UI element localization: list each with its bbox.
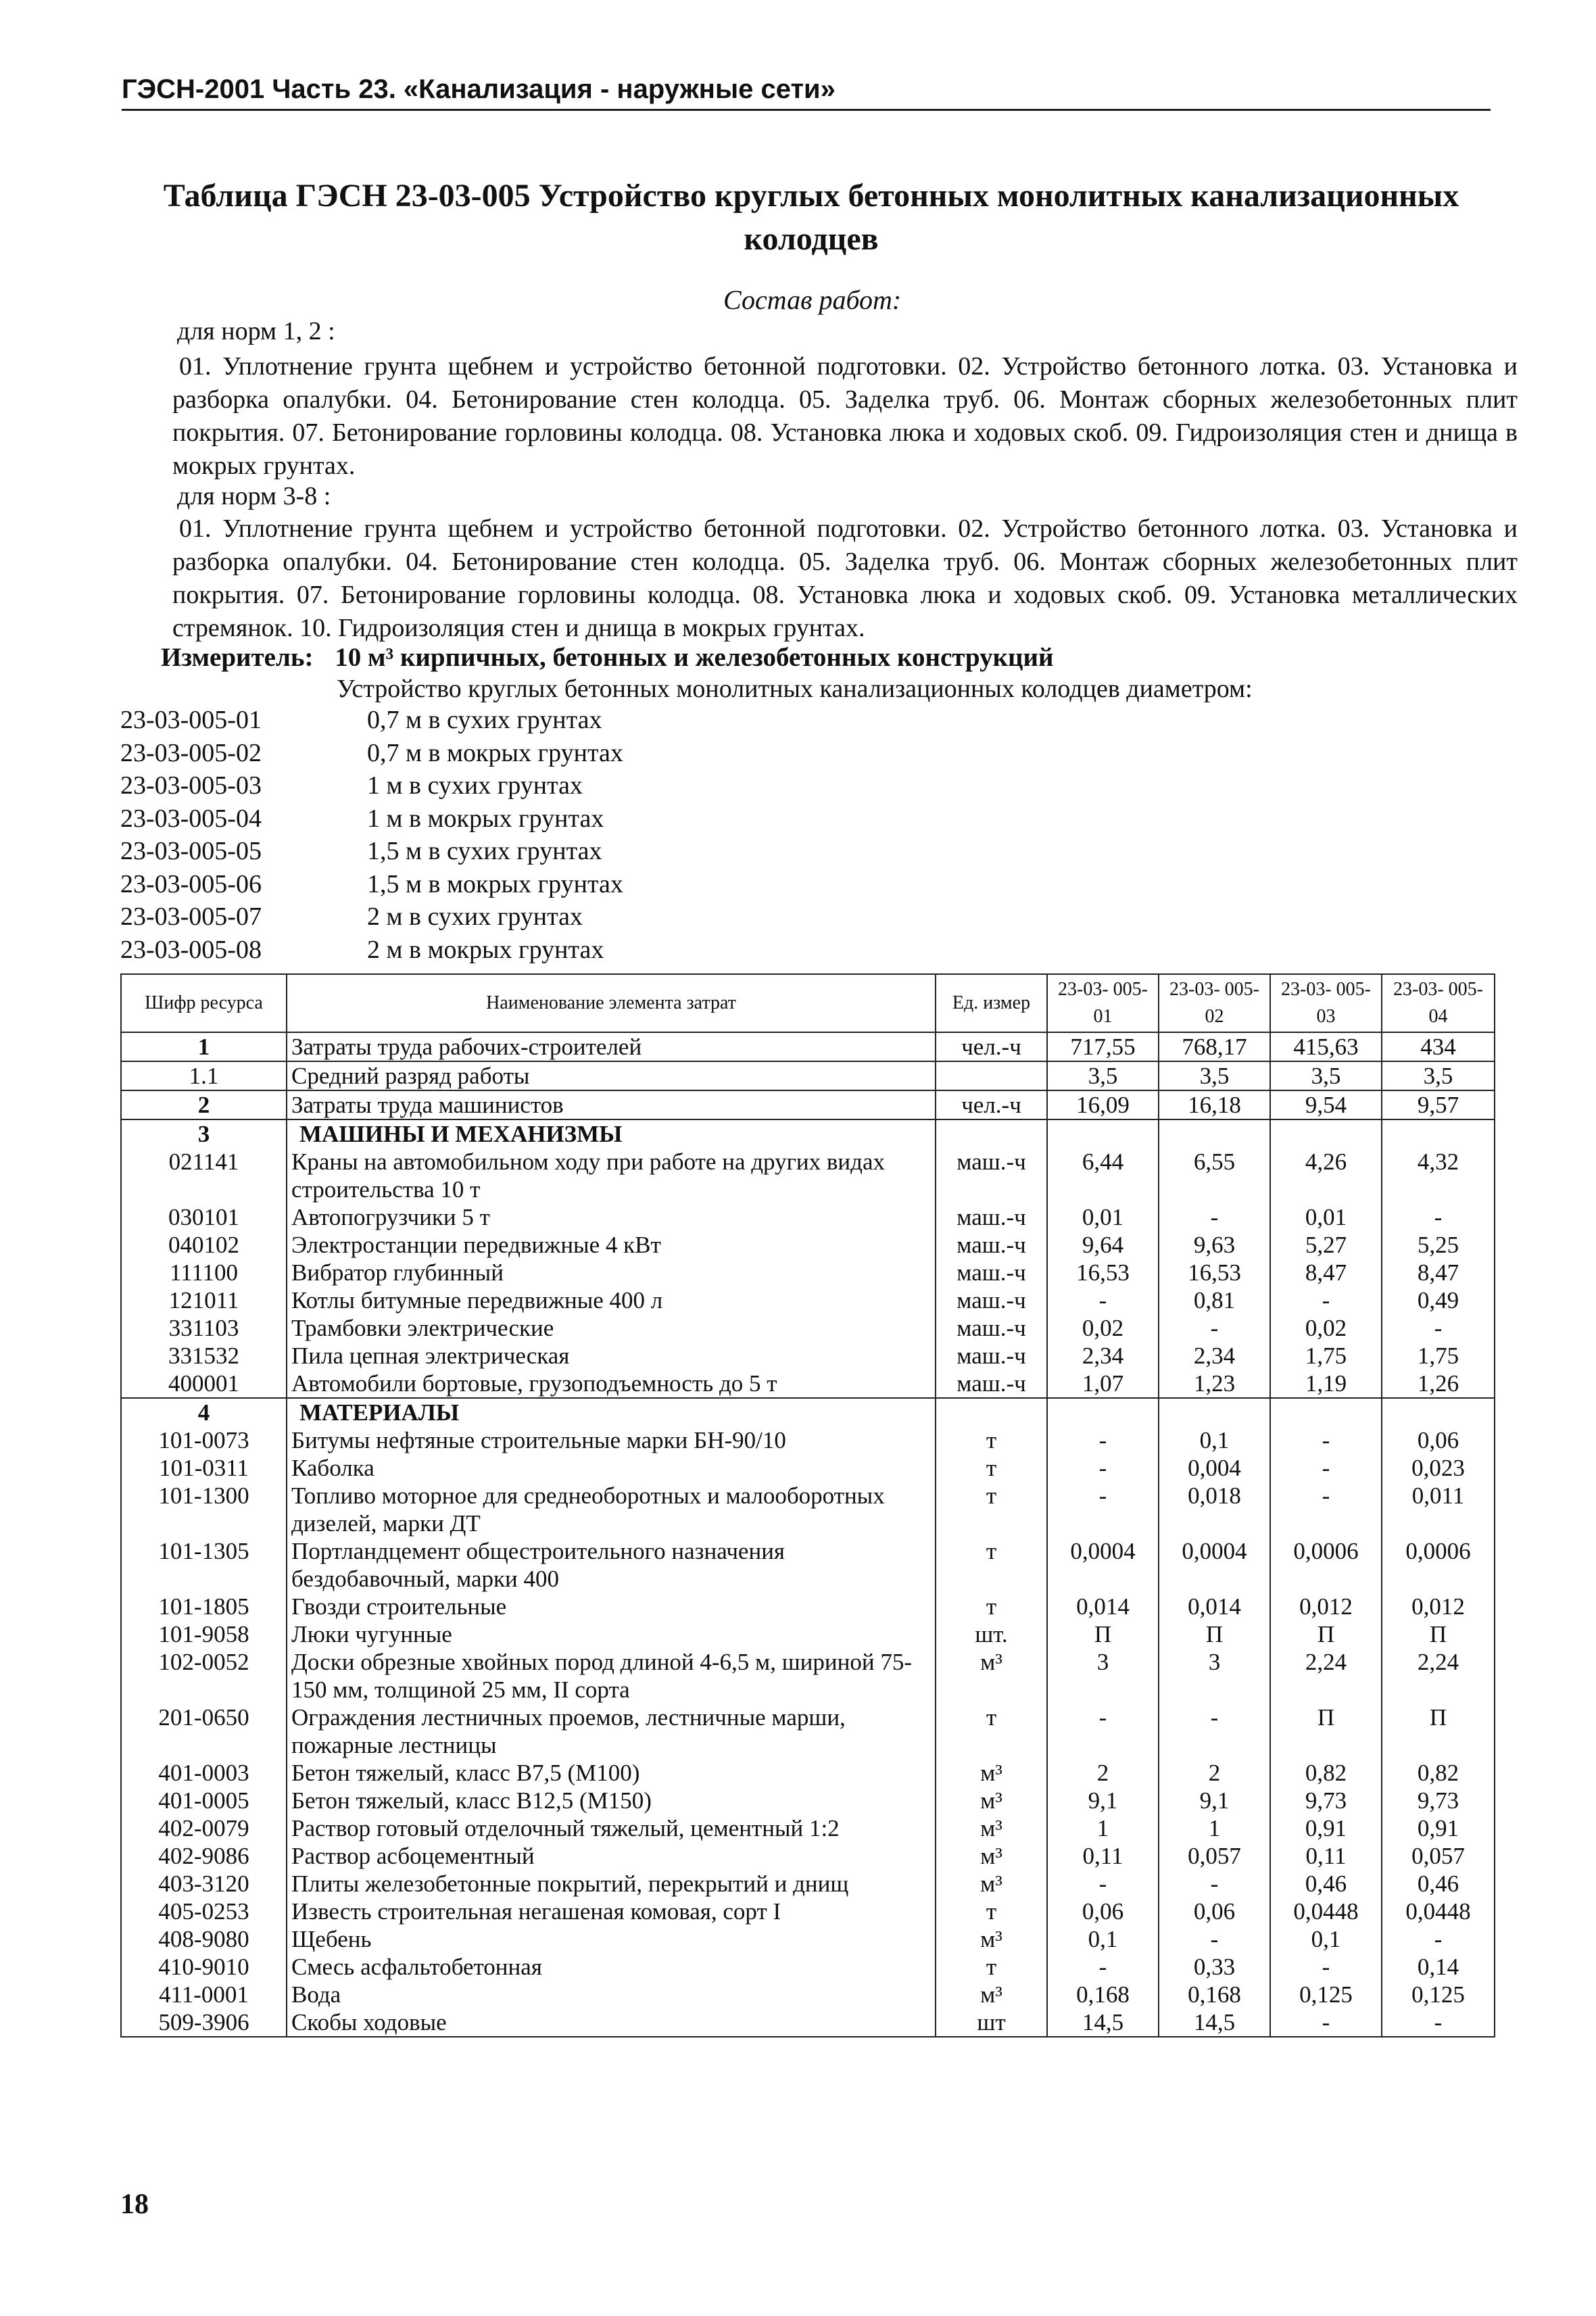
cell-value-2	[1159, 1398, 1270, 1426]
variant-code: 23-03-005-07	[120, 902, 262, 931]
cell-name: Люки чугунные	[287, 1620, 936, 1648]
cell-value-4: -	[1382, 1314, 1495, 1342]
cell-name: Пила цепная электрическая	[287, 1342, 936, 1370]
cell-unit: м³	[936, 1842, 1047, 1870]
group-label-1: для норм 1, 2 :	[177, 317, 335, 345]
cell-value-2: -	[1159, 1925, 1270, 1953]
cell-value-2: 16,18	[1159, 1090, 1270, 1119]
cell-code: 030101	[121, 1203, 287, 1231]
cell-unit: м³	[936, 1648, 1047, 1704]
cell-code: 201-0650	[121, 1704, 287, 1759]
cell-code: 102-0052	[121, 1648, 287, 1704]
cell-value-3: 0,0006	[1270, 1537, 1382, 1593]
cell-value-4: 0,46	[1382, 1870, 1495, 1898]
cell-value-1: 0,06	[1047, 1898, 1159, 1925]
cell-value-4: 2,24	[1382, 1648, 1495, 1704]
table-row	[121, 1061, 1495, 1090]
cell-name: МАШИНЫ И МЕХАНИЗМЫ	[287, 1119, 936, 1148]
measure-label: Измеритель:	[161, 643, 314, 672]
cell-value-1: -	[1047, 1426, 1159, 1454]
cell-value-3: 9,73	[1270, 1787, 1382, 1814]
cell-value-1: -	[1047, 1704, 1159, 1759]
table-row	[121, 1342, 1495, 1370]
cell-name: Вибратор глубинный	[287, 1259, 936, 1286]
cell-unit: т	[936, 1593, 1047, 1620]
cell-value-1: 3,5	[1047, 1061, 1159, 1090]
cell-value-3	[1270, 1398, 1382, 1426]
table-row	[121, 1537, 1495, 1593]
table-title-line2: колодцев	[744, 221, 879, 257]
cell-value-3: 8,47	[1270, 1259, 1382, 1286]
cell-code: 402-0079	[121, 1814, 287, 1842]
cell-value-3: 415,63	[1270, 1032, 1382, 1061]
cell-value-1	[1047, 1119, 1159, 1148]
cell-value-3: 4,26	[1270, 1148, 1382, 1203]
cell-name: Раствор асбоцементный	[287, 1842, 936, 1870]
group-text-2: 01. Уплотнение грунта щебнем и устройство бетонной подготовки. 02. Устройство бетонного лотка. 03. Установка и разборка опалубки. 04. Бетонирование стен колодца. 05. Заделка труб. 06. Монтаж сборных железобетонных плит покрытия. 07. Бетонирование горловины колодца. 08. Установка люка и ходовых скоб. 09. Установка металлических стремянок. 10. Гидроизоляция стен и днища в мокрых грунтах.	[172, 514, 1518, 642]
cell-value-2: 0,0004	[1159, 1537, 1270, 1593]
header-col-1: 23-03- 005-01	[1047, 974, 1159, 1032]
variants-subtitle: Устройство круглых бетонных монолитных канализационных колодцев диаметром:	[337, 675, 1253, 703]
cell-unit: маш.-ч	[936, 1342, 1047, 1370]
cell-value-2: -	[1159, 1203, 1270, 1231]
header-col-4: 23-03- 005-04	[1382, 974, 1495, 1032]
cell-value-1: П	[1047, 1620, 1159, 1648]
cell-unit: маш.-ч	[936, 1231, 1047, 1259]
cell-unit: т	[936, 1704, 1047, 1759]
cell-code: 101-0073	[121, 1426, 287, 1454]
header-col-2: 23-03- 005-02	[1159, 974, 1270, 1032]
cell-value-3: 0,82	[1270, 1759, 1382, 1787]
cell-value-1	[1047, 1398, 1159, 1426]
cell-value-1: 14,5	[1047, 2008, 1159, 2037]
cell-value-4: 9,57	[1382, 1090, 1495, 1119]
cell-value-4: 434	[1382, 1032, 1495, 1061]
cell-value-3: -	[1270, 2008, 1382, 2037]
cell-value-4: 0,91	[1382, 1814, 1495, 1842]
cell-unit	[936, 1398, 1047, 1426]
cell-name: Каболка	[287, 1454, 936, 1482]
cell-code: 3	[121, 1119, 287, 1148]
cell-name: Затраты труда машинистов	[287, 1090, 936, 1119]
page-header: ГЭСН-2001 Часть 23. «Канализация - наружные сети»	[122, 74, 1491, 111]
cell-code: 101-1305	[121, 1537, 287, 1593]
cell-value-3: 0,012	[1270, 1593, 1382, 1620]
cell-value-2: -	[1159, 1704, 1270, 1759]
cell-value-4: -	[1382, 1925, 1495, 1953]
cell-name: Бетон тяжелый, класс В7,5 (М100)	[287, 1759, 936, 1787]
cell-value-4: 8,47	[1382, 1259, 1495, 1286]
cell-value-4	[1382, 1398, 1495, 1426]
cell-value-4: 0,125	[1382, 1981, 1495, 2008]
cell-value-1: 0,1	[1047, 1925, 1159, 1953]
variant-code: 23-03-005-04	[120, 804, 262, 833]
cell-value-4: 0,0448	[1382, 1898, 1495, 1925]
cell-code: 408-9080	[121, 1925, 287, 1953]
cost-table	[120, 973, 1495, 2037]
cell-name: Портландцемент общестроительного назначения бездобавочный, марки 400	[287, 1537, 936, 1593]
cell-value-4	[1382, 1119, 1495, 1148]
table-row	[121, 1259, 1495, 1286]
cell-unit: м³	[936, 1814, 1047, 1842]
table-row	[121, 1593, 1495, 1620]
cell-unit: шт.	[936, 1620, 1047, 1648]
cell-code: 040102	[121, 1231, 287, 1259]
cell-value-4: 1,75	[1382, 1342, 1495, 1370]
variant-code: 23-03-005-03	[120, 771, 262, 800]
cell-value-2: 0,06	[1159, 1898, 1270, 1925]
cell-value-2: 0,014	[1159, 1593, 1270, 1620]
table-row	[121, 1032, 1495, 1061]
cell-value-2: 0,018	[1159, 1482, 1270, 1537]
cell-unit: м³	[936, 1870, 1047, 1898]
table-row	[121, 1953, 1495, 1981]
cell-name: Раствор готовый отделочный тяжелый, цементный 1:2	[287, 1814, 936, 1842]
cell-value-2: 14,5	[1159, 2008, 1270, 2037]
cell-code: 101-0311	[121, 1454, 287, 1482]
cell-name: Трамбовки электрические	[287, 1314, 936, 1342]
cell-value-3: -	[1270, 1426, 1382, 1454]
cell-code: 410-9010	[121, 1953, 287, 1981]
table-row	[121, 1842, 1495, 1870]
cell-code: 403-3120	[121, 1870, 287, 1898]
cell-value-3: П	[1270, 1620, 1382, 1648]
cell-name: Битумы нефтяные строительные марки БН-90/10	[287, 1426, 936, 1454]
cell-name: Скобы ходовые	[287, 2008, 936, 2037]
cell-value-1: 6,44	[1047, 1148, 1159, 1203]
header-code: Шифр ресурса	[121, 974, 287, 1032]
cell-value-2: 0,168	[1159, 1981, 1270, 2008]
table-row	[121, 1759, 1495, 1787]
cell-unit	[936, 1061, 1047, 1090]
variant-desc: 2 м в мокрых грунтах	[367, 935, 604, 964]
cell-name: Ограждения лестничных проемов, лестничные марши, пожарные лестницы	[287, 1704, 936, 1759]
cell-value-3: -	[1270, 1953, 1382, 1981]
cell-value-4: П	[1382, 1620, 1495, 1648]
cell-name: Средний разряд работы	[287, 1061, 936, 1090]
header-col-3: 23-03- 005-03	[1270, 974, 1382, 1032]
variant-code: 23-03-005-08	[120, 935, 262, 964]
cell-value-4: 0,06	[1382, 1426, 1495, 1454]
table-row	[121, 1370, 1495, 1398]
cell-value-2: 3	[1159, 1648, 1270, 1704]
cell-value-2: 0,33	[1159, 1953, 1270, 1981]
cell-code: 101-9058	[121, 1620, 287, 1648]
cell-value-3: -	[1270, 1286, 1382, 1314]
cell-unit	[936, 1119, 1047, 1148]
cell-name: Смесь асфальтобетонная	[287, 1953, 936, 1981]
cell-value-4: 9,73	[1382, 1787, 1495, 1814]
cell-value-4: 0,0006	[1382, 1537, 1495, 1593]
cell-value-3: 0,91	[1270, 1814, 1382, 1842]
cell-name: Автомобили бортовые, грузоподъемность до 5 т	[287, 1370, 936, 1398]
cell-value-2: 1,23	[1159, 1370, 1270, 1398]
cell-value-3	[1270, 1119, 1382, 1148]
table-row	[121, 1314, 1495, 1342]
cell-value-3: 0,1	[1270, 1925, 1382, 1953]
variant-code: 23-03-005-06	[120, 869, 262, 898]
table-header-row	[121, 974, 1495, 1032]
cell-code: 402-9086	[121, 1842, 287, 1870]
cell-value-4: 5,25	[1382, 1231, 1495, 1259]
cell-value-4: -	[1382, 1203, 1495, 1231]
variant-desc: 2 м в сухих грунтах	[367, 902, 583, 931]
cell-value-3: 0,01	[1270, 1203, 1382, 1231]
cell-unit: маш.-ч	[936, 1370, 1047, 1398]
cell-code: 1	[121, 1032, 287, 1061]
table-row	[121, 1787, 1495, 1814]
cell-value-2: -	[1159, 1870, 1270, 1898]
cell-value-2: 3,5	[1159, 1061, 1270, 1090]
table-row	[121, 1925, 1495, 1953]
table-row	[121, 1870, 1495, 1898]
cell-name: Затраты труда рабочих-строителей	[287, 1032, 936, 1061]
cell-value-1: 2,34	[1047, 1342, 1159, 1370]
cell-name: Известь строительная негашеная комовая, сорт I	[287, 1898, 936, 1925]
cell-value-4: 0,057	[1382, 1842, 1495, 1870]
cell-code: 1.1	[121, 1061, 287, 1090]
cell-value-1: 3	[1047, 1648, 1159, 1704]
variant-desc: 1 м в сухих грунтах	[367, 771, 583, 800]
cell-code: 401-0005	[121, 1787, 287, 1814]
cell-value-1: -	[1047, 1454, 1159, 1482]
cell-value-3: 1,19	[1270, 1370, 1382, 1398]
cell-value-1: 0,02	[1047, 1314, 1159, 1342]
cell-unit: маш.-ч	[936, 1286, 1047, 1314]
cell-name: Вода	[287, 1981, 936, 2008]
cell-value-1: 16,09	[1047, 1090, 1159, 1119]
cell-code: 101-1300	[121, 1482, 287, 1537]
cell-value-1: 717,55	[1047, 1032, 1159, 1061]
cell-code: 111100	[121, 1259, 287, 1286]
cell-name: Краны на автомобильном ходу при работе на других видах строительства 10 т	[287, 1148, 936, 1203]
cell-value-1: 0,01	[1047, 1203, 1159, 1231]
cell-value-2: -	[1159, 1314, 1270, 1342]
cell-value-2: 9,63	[1159, 1231, 1270, 1259]
cell-value-3: 3,5	[1270, 1061, 1382, 1090]
variant-desc: 0,7 м в сухих грунтах	[367, 706, 602, 734]
cell-unit: м³	[936, 1787, 1047, 1814]
variant-desc: 0,7 м в мокрых грунтах	[367, 738, 623, 767]
cell-value-3: 1,75	[1270, 1342, 1382, 1370]
cell-value-4: 3,5	[1382, 1061, 1495, 1090]
cell-value-2: 768,17	[1159, 1032, 1270, 1061]
table-row	[121, 1203, 1495, 1231]
table-row	[121, 2008, 1495, 2037]
cell-value-1: -	[1047, 1953, 1159, 1981]
table-row	[121, 1814, 1495, 1842]
cell-value-3: 0,02	[1270, 1314, 1382, 1342]
cell-value-2: 6,55	[1159, 1148, 1270, 1203]
cell-name: Котлы битумные передвижные 400 л	[287, 1286, 936, 1314]
page-number: 18	[120, 2189, 149, 2220]
cell-value-1: 0,168	[1047, 1981, 1159, 2008]
cell-unit: т	[936, 1953, 1047, 1981]
table-row	[121, 1648, 1495, 1704]
cell-value-2: 0,057	[1159, 1842, 1270, 1870]
cell-name: Бетон тяжелый, класс В12,5 (М150)	[287, 1787, 936, 1814]
table-row	[121, 1981, 1495, 2008]
cell-value-2: 16,53	[1159, 1259, 1270, 1286]
cell-value-3: -	[1270, 1482, 1382, 1537]
variant-desc: 1,5 м в сухих грунтах	[367, 837, 602, 865]
cell-unit: т	[936, 1454, 1047, 1482]
cell-value-2: 9,1	[1159, 1787, 1270, 1814]
cell-name: Автопогрузчики 5 т	[287, 1203, 936, 1231]
cell-code: 509-3906	[121, 2008, 287, 2037]
cell-value-2: 0,004	[1159, 1454, 1270, 1482]
cell-code: 101-1805	[121, 1593, 287, 1620]
cell-unit: маш.-ч	[936, 1259, 1047, 1286]
cell-value-3: 0,46	[1270, 1870, 1382, 1898]
cell-value-1: 9,1	[1047, 1787, 1159, 1814]
cell-code: 400001	[121, 1370, 287, 1398]
cell-code: 405-0253	[121, 1898, 287, 1925]
cell-value-3: -	[1270, 1454, 1382, 1482]
cell-value-3: 0,125	[1270, 1981, 1382, 2008]
cell-value-1: 1,07	[1047, 1370, 1159, 1398]
cell-unit: т	[936, 1482, 1047, 1537]
cell-value-4: 0,011	[1382, 1482, 1495, 1537]
cell-unit: шт	[936, 2008, 1047, 2037]
cell-value-4: 0,012	[1382, 1593, 1495, 1620]
cell-code: 121011	[121, 1286, 287, 1314]
cell-value-1: 0,014	[1047, 1593, 1159, 1620]
cell-name: Топливо моторное для среднеоборотных и малооборотных дизелей, марки ДТ	[287, 1482, 936, 1537]
table-row	[121, 1286, 1495, 1314]
cell-value-3: 9,54	[1270, 1090, 1382, 1119]
cell-value-4: 0,14	[1382, 1953, 1495, 1981]
cost-table-body	[121, 1032, 1495, 2037]
cell-value-1: 1	[1047, 1814, 1159, 1842]
variant-code: 23-03-005-02	[120, 738, 262, 767]
cell-code: 4	[121, 1398, 287, 1426]
cell-name: Гвозди строительные	[287, 1593, 936, 1620]
measure-line	[161, 642, 1053, 673]
variant-code: 23-03-005-01	[120, 706, 262, 734]
cell-value-4: 4,32	[1382, 1148, 1495, 1203]
cell-code: 331103	[121, 1314, 287, 1342]
cell-unit: чел.-ч	[936, 1090, 1047, 1119]
group-text-1: 01. Уплотнение грунта щебнем и устройство бетонной подготовки. 02. Устройство бетонного лотка. 03. Установка и разборка опалубки. 04. Бетонирование стен колодца. 05. Заделка труб. 06. Монтаж сборных железобетонных плит покрытия. 07. Бетонирование горловины колодца. 08. Установка люка и ходовых скоб. 09. Гидроизоляция стен и днища в мокрых грунтах.	[172, 352, 1518, 480]
table-row	[121, 1119, 1495, 1148]
cell-name: Щебень	[287, 1925, 936, 1953]
table-row	[121, 1620, 1495, 1648]
cell-value-3: П	[1270, 1704, 1382, 1759]
cell-name: Плиты железобетонные покрытий, перекрытий и днищ	[287, 1870, 936, 1898]
table-row	[121, 1482, 1495, 1537]
cell-value-1: 0,0004	[1047, 1537, 1159, 1593]
cell-unit: т	[936, 1537, 1047, 1593]
table-row	[121, 1231, 1495, 1259]
header-unit: Ед. измер	[936, 974, 1047, 1032]
cell-value-2: 2	[1159, 1759, 1270, 1787]
cell-value-1: 9,64	[1047, 1231, 1159, 1259]
group-label-2: для норм 3-8 :	[177, 482, 331, 510]
cell-value-1: 16,53	[1047, 1259, 1159, 1286]
cell-unit: м³	[936, 1981, 1047, 2008]
table-title	[118, 174, 1504, 261]
table-row	[121, 1148, 1495, 1203]
table-row	[121, 1704, 1495, 1759]
cell-value-2: 2,34	[1159, 1342, 1270, 1370]
cell-value-1: 2	[1047, 1759, 1159, 1787]
cell-value-2: 0,81	[1159, 1286, 1270, 1314]
cell-code: 401-0003	[121, 1759, 287, 1787]
cell-unit: маш.-ч	[936, 1203, 1047, 1231]
table-row	[121, 1090, 1495, 1119]
cell-value-4: 1,26	[1382, 1370, 1495, 1398]
cell-value-3: 2,24	[1270, 1648, 1382, 1704]
cell-code: 331532	[121, 1342, 287, 1370]
cell-value-3: 5,27	[1270, 1231, 1382, 1259]
cell-unit: маш.-ч	[936, 1314, 1047, 1342]
header-name: Наименование элемента затрат	[287, 974, 936, 1032]
table-row	[121, 1426, 1495, 1454]
cell-unit: м³	[936, 1759, 1047, 1787]
cell-code: 411-0001	[121, 1981, 287, 2008]
cell-value-3: 0,0448	[1270, 1898, 1382, 1925]
cell-value-2	[1159, 1119, 1270, 1148]
cell-value-4: 0,82	[1382, 1759, 1495, 1787]
cell-value-2: П	[1159, 1620, 1270, 1648]
cell-value-4: П	[1382, 1704, 1495, 1759]
variant-code: 23-03-005-05	[120, 837, 262, 865]
cell-value-3: 0,11	[1270, 1842, 1382, 1870]
cell-value-4: -	[1382, 2008, 1495, 2037]
cell-value-1: -	[1047, 1870, 1159, 1898]
table-row	[121, 1454, 1495, 1482]
variant-desc: 1,5 м в мокрых грунтах	[367, 869, 623, 898]
composition-caption: Состав работ:	[723, 285, 902, 315]
cell-name: Доски обрезные хвойных пород длиной 4-6,5 м, шириной 75-150 мм, толщиной 25 мм, II сорта	[287, 1648, 936, 1704]
cell-unit: т	[936, 1426, 1047, 1454]
cell-value-4: 0,49	[1382, 1286, 1495, 1314]
cell-unit: маш.-ч	[936, 1148, 1047, 1203]
cell-value-2: 1	[1159, 1814, 1270, 1842]
cell-unit: т	[936, 1898, 1047, 1925]
table-title-line1: Таблица ГЭСН 23-03-005 Устройство круглых бетонных монолитных канализационных	[163, 178, 1459, 214]
cell-value-1: -	[1047, 1482, 1159, 1537]
cell-unit: чел.-ч	[936, 1032, 1047, 1061]
cell-code: 2	[121, 1090, 287, 1119]
cell-code: 021141	[121, 1148, 287, 1203]
cell-name: МАТЕРИАЛЫ	[287, 1398, 936, 1426]
cell-name: Электростанции передвижные 4 кВт	[287, 1231, 936, 1259]
cell-value-4: 0,023	[1382, 1454, 1495, 1482]
cell-value-1: -	[1047, 1286, 1159, 1314]
cell-value-1: 0,11	[1047, 1842, 1159, 1870]
cell-value-2: 0,1	[1159, 1426, 1270, 1454]
variant-desc: 1 м в мокрых грунтах	[367, 804, 604, 833]
table-row	[121, 1898, 1495, 1925]
cell-unit: м³	[936, 1925, 1047, 1953]
measure-value: 10 м³ кирпичных, бетонных и железобетонных конструкций	[335, 643, 1054, 672]
table-row	[121, 1398, 1495, 1426]
